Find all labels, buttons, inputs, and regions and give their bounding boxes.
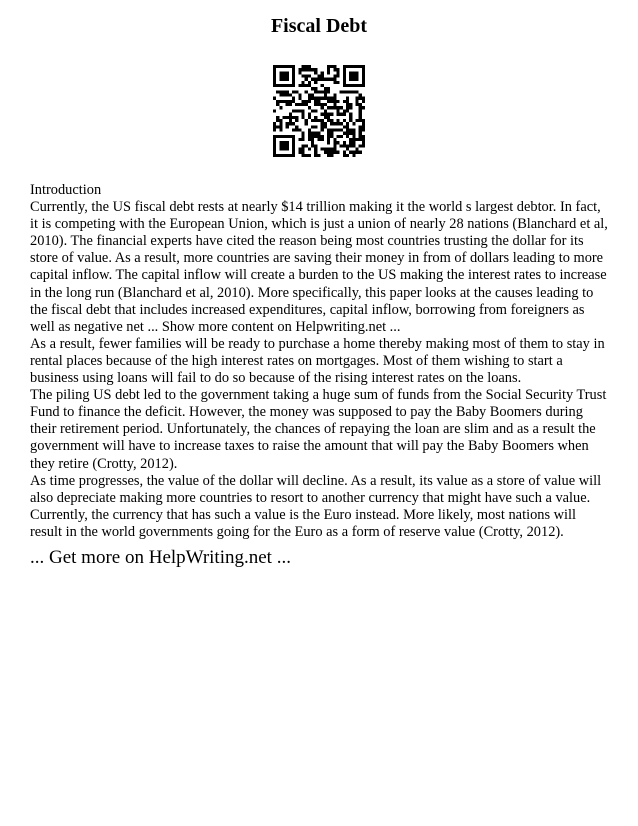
paragraph-heading-introduction: Introduction bbox=[30, 182, 102, 198]
get-more-link[interactable]: ... Get more on HelpWriting.net ... bbox=[30, 547, 291, 568]
paragraph: The piling US debt led to the government taking a huge sum of funds from the Social Security Trust Fund to finance the deficit. However, the money was supposed to pay the Baby Boomers during their retirement period. Unfortunately, the chances of repaying the loan are slim and as a result the government will have to increase taxes to raise the amount that will pay the Baby Boomers when they retire (Crotty, 2012). bbox=[30, 387, 607, 472]
qr-code-graphic bbox=[273, 65, 365, 157]
paragraph: Currently, the US fiscal debt rests at nearly $14 trillion making it the world s largest debtor. In fact, it is competing with the European Union, which is just a union of nearly 28 nations (Blanchard et al, 2010). The financial experts have cited the reason being most countries trusting the dollar for its store of value. As a result, more countries are saving their money in from of dollars leading to more capital inflow. The capital inflow will create a burden to the US making the interest rates to increase in the long run (Blanchard et al, 2010). More specifically, this paper looks at the causes leading to the fiscal debt that includes increased expenditures, capital inflow, borrowing from foreigners as well as negative net ... Show more content on Helpwriting.net ... bbox=[30, 199, 608, 335]
qr-code-icon[interactable] bbox=[273, 65, 365, 157]
paragraph: As a result, fewer families will be ready to purchase a home thereby making most of them to stay in rental places because of the high interest rates on mortgages. Most of them wishing to start a business using loans will fail to do so because of the rising interest rates on the loans. bbox=[30, 335, 605, 387]
paragraph: As time progresses, the value of the dollar will decline. As a result, its value as a store of value will also depreciate making more countries to resort to another currency that might have such a value. Currently, the currency that has such a value is the Euro instead. More likely, most nations will result in the world governments going for the Euro as a form of reserve value (Crotty, 2012). bbox=[30, 472, 602, 540]
document-body bbox=[30, 182, 608, 541]
document-title: Fiscal Debt bbox=[270, 15, 368, 37]
